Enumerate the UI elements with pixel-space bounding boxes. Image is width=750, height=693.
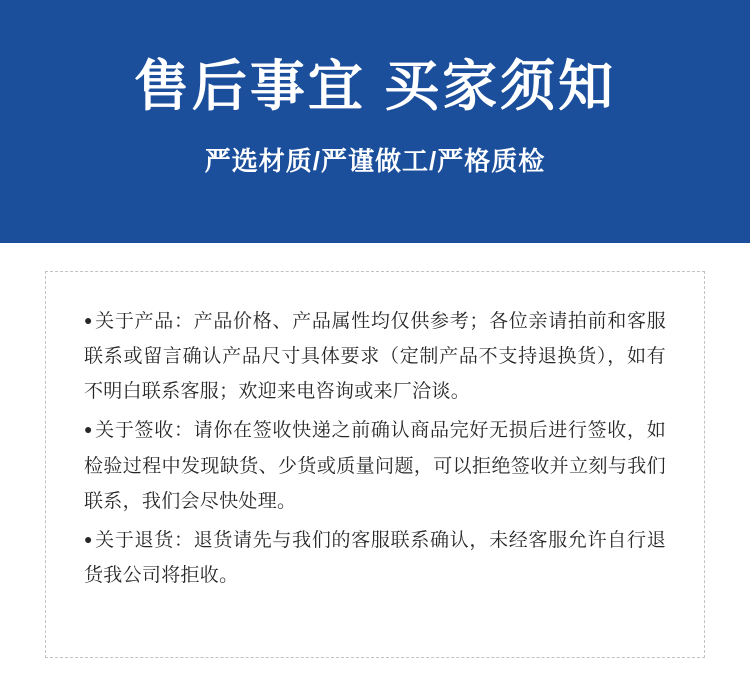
page-subtitle: 严选材质/严谨做工/严格质检: [204, 145, 546, 176]
bullet-icon: ●: [84, 421, 94, 438]
notice-item-return: [84, 523, 666, 593]
bullet-icon: ●: [84, 530, 94, 547]
notice-item-text: 关于产品：产品价格、产品属性均仅供参考；各位亲请拍前和客服联系或留言确认产品尺寸具体要求（定制产品不支持退换货），如有不明白联系客服；欢迎来电咨询或来厂洽谈。: [84, 311, 666, 403]
notice-item-text: 关于退货：退货请先与我们的客服联系确认，未经客服允许自行退货我公司将拒收。: [84, 529, 666, 586]
notice-item-receipt: [84, 413, 666, 518]
notice-box: [45, 271, 705, 658]
notice-item-product: [84, 304, 666, 409]
bullet-icon: ●: [84, 312, 94, 328]
page-title: 售后事宜 买家须知: [133, 55, 617, 118]
notice-item-text: 关于签收：请你在签收快递之前确认商品完好无损后进行签收，如检验过程中发现缺货、少货或质量问题，可以拒绝签收并立刻与我们联系，我们会尽快处理。: [84, 420, 666, 512]
banner-header: [0, 0, 750, 243]
notice-area: [0, 243, 750, 693]
